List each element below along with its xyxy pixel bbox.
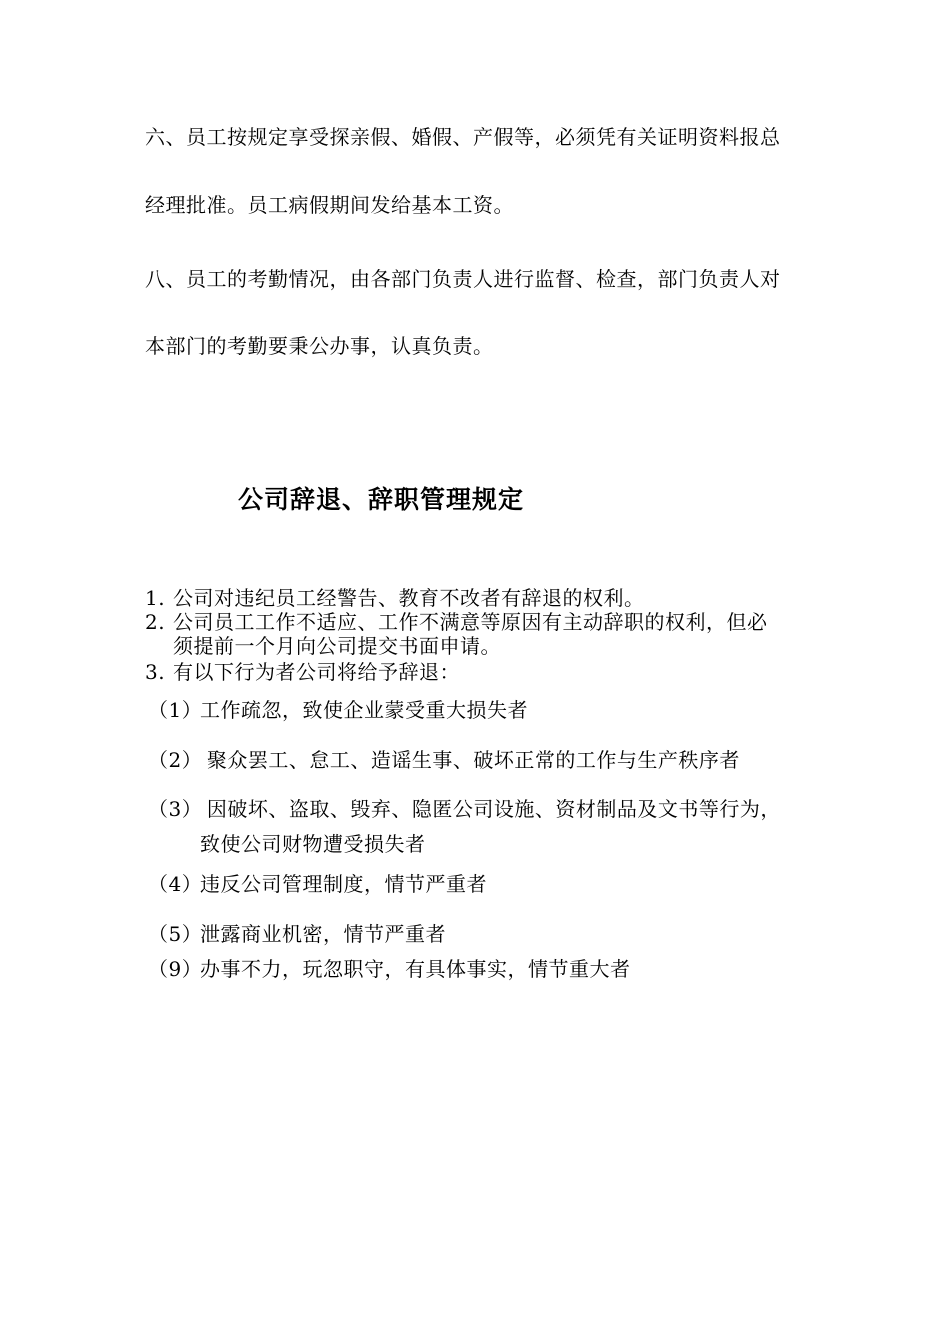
sub-item-mark: （1） [148, 698, 203, 722]
sub-item-text: 违反公司管理制度，情节严重者 [200, 872, 487, 896]
sub-item-mark: （5） [148, 922, 203, 946]
sub-item-mark: （2） [148, 748, 203, 772]
rule-number: 1. [145, 586, 166, 610]
rule-3 [145, 660, 460, 684]
sub-item-mark: （9） [148, 957, 203, 981]
sub-item-1 [148, 698, 528, 722]
sub-item-4 [148, 872, 487, 896]
paragraph-6-line-1: 六、员工按规定享受探亲假、婚假、产假等，必须凭有关证明资料报总 [145, 125, 781, 149]
sub-item-mark: （3） [148, 797, 203, 821]
sub-item-text: 泄露商业机密，情节严重者 [200, 922, 446, 946]
sub-item-text: 办事不力，玩忽职守，有具体事实，情节重大者 [200, 957, 631, 981]
rule-number: 2. [145, 610, 166, 634]
sub-item-mark: （4） [148, 872, 203, 896]
rule-number: 3. [145, 660, 166, 684]
rule-text: 公司员工工作不适应、工作不满意等原因有主动辞职的权利，但必 [173, 610, 768, 634]
paragraph-6-line-2: 经理批准。员工病假期间发给基本工资。 [145, 193, 514, 217]
paragraph-8-line-2: 本部门的考勤要秉公办事，认真负责。 [145, 334, 494, 358]
paragraph-8-line-1: 八、员工的考勤情况，由各部门负责人进行监督、检查，部门负责人对 [145, 267, 781, 291]
rule-2 [145, 610, 768, 634]
section-title: 公司辞退、辞职管理规定 [238, 485, 525, 514]
sub-item-6 [148, 957, 631, 981]
sub-item-5 [148, 922, 446, 946]
rule-1 [145, 586, 645, 610]
sub-item-text: 工作疏忽，致使企业蒙受重大损失者 [200, 698, 528, 722]
sub-item-text: 聚众罢工、怠工、造谣生事、破坏正常的工作与生产秩序者 [200, 748, 740, 772]
sub-item-text: 因破坏、盗取、毁弃、隐匿公司设施、资材制品及文书等行为， [200, 797, 781, 821]
rule-2-continuation: 须提前一个月向公司提交书面申请。 [173, 634, 501, 658]
sub-item-3-continuation: 致使公司财物遭受损失者 [200, 832, 426, 856]
sub-item-3 [148, 797, 781, 821]
sub-item-2 [148, 748, 740, 772]
rule-text: 有以下行为者公司将给予辞退： [173, 660, 460, 684]
rule-text: 公司对违纪员工经警告、教育不改者有辞退的权利。 [173, 586, 645, 610]
